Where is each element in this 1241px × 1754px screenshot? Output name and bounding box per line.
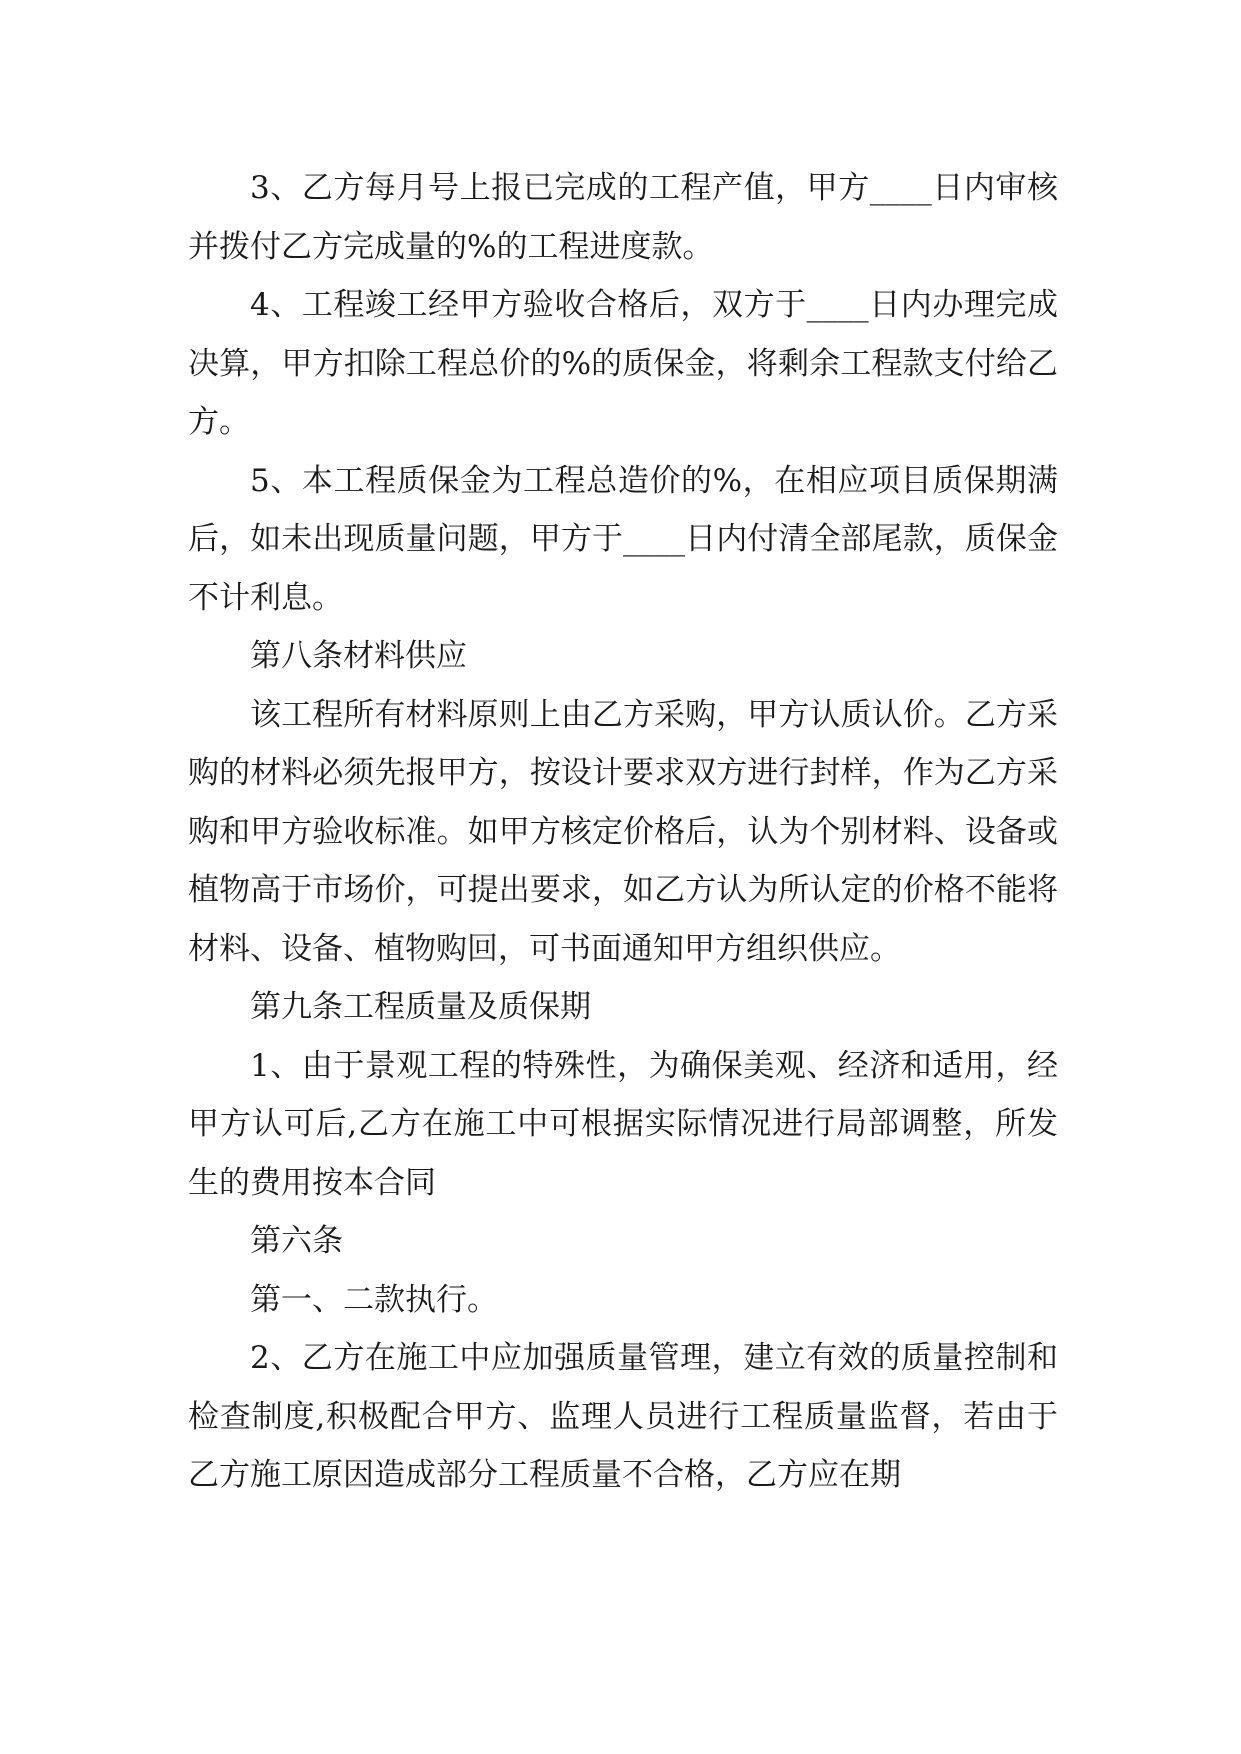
paragraph-clauses-execution: 第一、二款执行。 [250,1281,498,1318]
paragraph-quality-management: 2、乙方在施工中应加强质量管理，建立有效的质量控制和检查制度,积极配合甲方、监理人员进行工程质量监督，若由于乙方施工原因造成部分工程质量不合格，乙方应在期 [188,1340,1058,1493]
paragraph-warranty-deposit: 5、本工程质保金为工程总造价的%，在相应项目质保期满后，如未出现质量问题，甲方于____日内付清全部尾款，质保金不计利息。 [188,462,1058,616]
document-body [188,159,1058,1505]
paragraph-material-supply: 该工程所有材料原则上由乙方采购，甲方认质认价。乙方采购的材料必须先报甲方，按设计要求双方进行封样，作为乙方采购和甲方验收标准。如甲方核定价格后，认为个别材料、设备或植物高于市场价，可提出要求，如乙方认为所认定的价格不能将材料、设备、植物购回，可书面通知甲方组织供应。 [188,696,1058,967]
paragraph-article-6: 第六条 [250,1223,343,1259]
paragraph-final-settlement: 4、工程竣工经甲方验收合格后，双方于____日内办理完成决算，甲方扣除工程总价的%的质保金，将剩余工程款支付给乙方。 [188,287,1058,440]
paragraph-progress-payment: 3、乙方每月号上报已完成的工程产值，甲方____日内审核并拨付乙方完成量的%的工程进度款。 [188,170,1058,265]
paragraph-local-adjustment: 1、由于景观工程的特殊性，为确保美观、经济和适用，经甲方认可后,乙方在施工中可根据实际情况进行局部调整，所发生的费用按本合同 [188,1047,1058,1201]
heading-article-8: 第八条材料供应 [250,638,467,674]
heading-article-9: 第九条工程质量及质保期 [250,989,591,1025]
